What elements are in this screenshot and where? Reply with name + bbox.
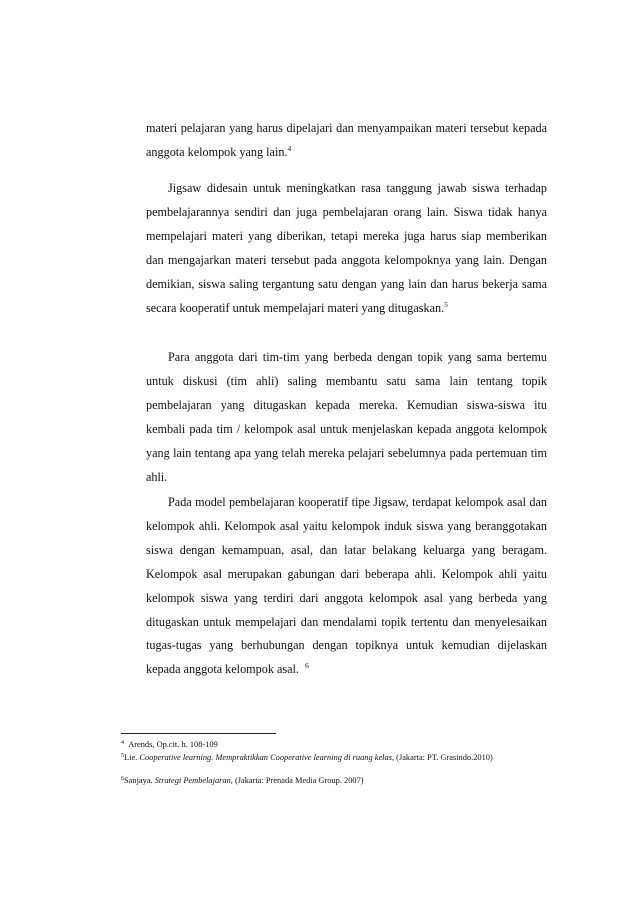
footnote-ref-5: 5 [444,299,448,309]
paragraph-4-text: Pada model pembelajaran kooperatif tipe Jigsaw, terdapat kelompok asal dan kelompok ahli. Kelompok asal yaitu kelompok induk siswa yang beranggotakan siswa dengan kemampuan, asal, dan latar belakang keluarga yang beragam. Kelompok asal merupakan gabungan dari beberapa ahli. Kelompok ahli yaitu kelompok siswa yang terdiri dari anggota kelompok asal yang berbeda yang ditugaskan untuk mempelajari dan mendalami topik tertentu dan menyelesaikan tugas-tugas yang berhubungan dengan topiknya untuk kemudian dijelaskan kepada anggota kelompok asal. [146,495,547,677]
footnote-text: Arends, Op.cit. h. 108-109 [128,740,218,749]
footnote-ref-4: 4 [287,143,292,153]
paragraph-1 [146,117,547,165]
footnote-ref-6: 6 [305,661,309,671]
paragraph-2-text: Jigsaw didesain untuk meningkatkan rasa tanggung jawab siswa terhadap pembelajarannya sendiri dan juga pembelajaran orang lain. Siswa tidak hanya mempelajari materi yang diberikan, tetapi mereka juga harus siap memberikan dan mengajarkan materi tersebut pada anggota kelompoknya yang lain. Dengan demikian, siswa saling tergantung satu dengan yang lain dan harus bekerja sama secara kooperatif untuk mempelajari materi yang ditugaskan. [146,181,547,315]
footnote-publisher: , (Jakarta: PT. Grasindo.2010) [391,753,493,762]
footnote-publisher: , (Jakarta: Prenada Media Group. 2007) [230,776,364,785]
footnote-separator [121,733,276,734]
footnote-number: 5 [121,753,124,759]
footnote-title: Cooperative learning. Mempraktikkan Cooperative learning di ruang kelas [139,753,392,762]
footnote-4 [121,739,541,750]
paragraph-1-text: materi pelajaran yang harus dipelajari dan menyampaikan materi tersebut kepada anggota kelompok yang lain. [146,121,547,159]
footnote-title: Strategi Pembelajaran [154,776,231,785]
paragraph-3 [146,346,547,489]
footnote-author: Lie. [124,753,140,762]
footnote-5 [121,752,541,763]
paragraph-2 [146,177,547,320]
footnote-author: Sanjaya. [124,776,155,785]
paragraph-3-text: Para anggota dari tim-tim yang berbeda dengan topik yang sama bertemu untuk diskusi (tim ahli) saling membantu satu sama lain tentang topik pembelajaran yang ditugaskan kepada mereka. Kemudian siswa-siswa itu kembali pada tim / kelompok asal untuk menjelaskan kepada anggota kelompok yang lain tentang apa yang telah mereka pelajari sebelumnya pada pertemuan tim ahli. [146,350,547,484]
paragraph-4 [146,491,547,682]
footnote-6 [121,775,541,786]
footnote-number: 6 [121,776,124,782]
footnote-number: 4 [121,740,124,746]
